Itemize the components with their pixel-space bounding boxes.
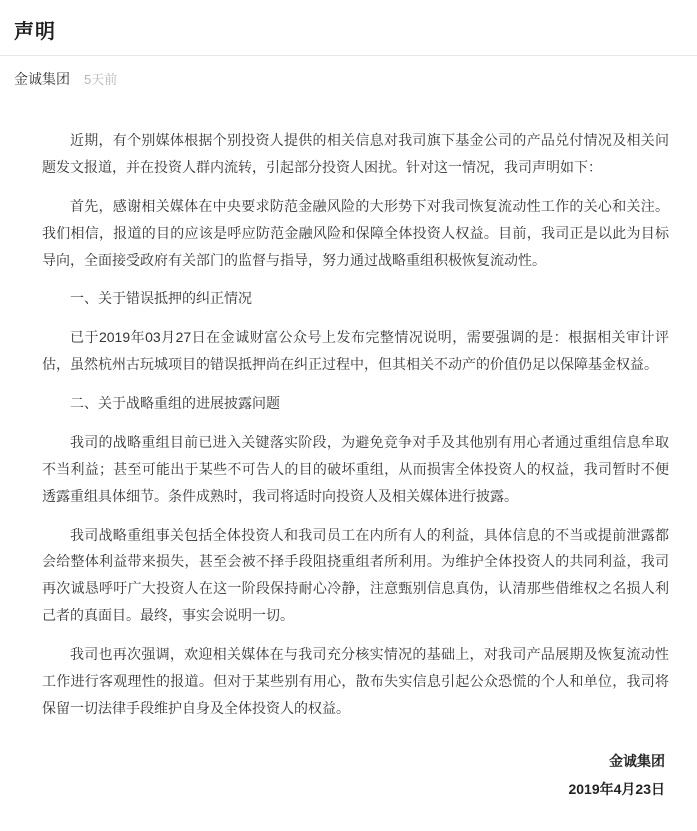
page-header (0, 0, 697, 55)
article-body (0, 89, 697, 831)
page-title: 声明 (14, 21, 56, 43)
paragraph: 我司战略重组事关包括全体投资人和我司员工在内所有人的利益，具体信息的不当或提前泄露都会给整体利益带来损失，甚至会被不择手段阻挠重组者所利用。为维护全体投资人的共同利益，我司再次诚恳呼吁广大投资人在这一阶段保持耐心冷静，注意甄别信息真伪，认清那些借维权之名损人利己者的真面目。最终，事实会说明一切。 (42, 526, 669, 624)
section-heading: 一、关于错误抵押的纠正情况 (70, 290, 252, 307)
byline-author: 金诚集团 (14, 71, 70, 87)
paragraph: 我司也再次强调，欢迎相关媒体在与我司充分核实情况的基础上，对我司产品展期及恢复流动性工作进行客观理性的报道。但对于某些别有用心，散布失实信息引起公众恐慌的个人和单位，我司将保留一切法律手段维护自身及全体投资人的权益。 (42, 646, 669, 716)
signature-date: 2019年4月23日 (568, 781, 665, 798)
byline (0, 56, 697, 89)
signature-company: 金诚集团 (609, 752, 665, 769)
signature (42, 748, 669, 803)
section-heading: 二、关于战略重组的进展披露问题 (70, 395, 280, 411)
paragraph: 已于2019年03月27日在金诚财富公众号上发布完整情况说明，需要强调的是：根据相关审计评估，虽然杭州古玩城项目的错误抵押尚在纠正过程中，但其相关不动产的价值仍足以保障基金权益。 (42, 329, 669, 373)
paragraph: 首先，感谢相关媒体在中央要求防范金融风险的大形势下对我司恢复流动性工作的关心和关注。我们相信，报道的目的应该是呼应防范金融风险和保障全体投资人权益。目前，我司正是以此为目标导向，全面接受政府有关部门的监督与指导，努力通过战略重组积极恢复流动性。 (42, 197, 669, 268)
byline-time: 5天前 (84, 72, 118, 87)
paragraph: 我司的战略重组目前已进入关键落实阶段，为避免竞争对手及其他别有用心者通过重组信息牟取不当利益；甚至可能出于某些不可告人的目的破坏重组，从而损害全体投资人的权益，我司暂时不便透露重组具体细节。条件成熟时，我司将适时向投资人及相关媒体进行披露。 (42, 433, 669, 504)
paragraph: 近期，有个别媒体根据个别投资人提供的相关信息对我司旗下基金公司的产品兑付情况及相关问题发文报道，并在投资人群内流转，引起部分投资人困扰。针对这一情况，我司声明如下： (42, 132, 669, 175)
